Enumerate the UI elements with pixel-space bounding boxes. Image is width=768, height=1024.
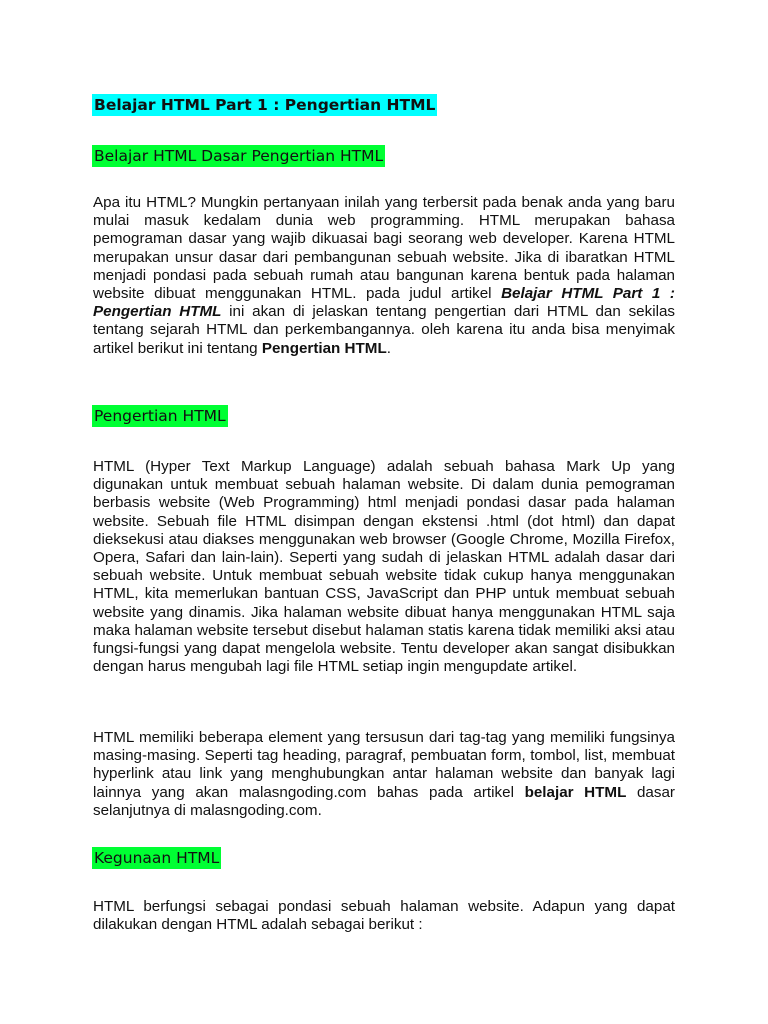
- paragraph-kegunaan: HTML berfungsi sebagai pondasi sebuah halaman website. Adapun yang dapat dilakukan dengan HTML adalah sebagai berikut :: [93, 898, 675, 934]
- paragraph-element-text-2: dasar selanjutnya di malasngoding.com.: [93, 783, 675, 819]
- document-title: Belajar HTML Part 1 : Pengertian HTML: [94, 96, 436, 114]
- paragraph-pengertian: HTML (Hyper Text Markup Language) adalah sebuah bahasa Mark Up yang digunakan untuk membuat sebuah halaman website. Di dalam dunia pemograman berbasis website (Web Programming) html menjadi pondasi dasar pada halaman website. Sebuah file HTML disimpan dengan ekstensi .html (dot html) dan dapat dieksekusi atau diakses menggunakan web browser (Google Chrome, Mozilla Firefox, Opera, Safari dan lain-lain). Seperti yang sudah di jelaskan HTML adalah dasar dari sebuah website. Untuk membuat sebuah website tidak cukup hanya menggunakan HTML, kita memerlukan bantuan CSS, JavaScript dan PHP untuk membuat sebuah website yang dinamis. Jika halaman website dibuat hanya menggunakan HTML saja maka halaman website tersebut disebut halaman statis karena tidak memiliki aksi atau fungsi-fungsi yang dapat mengelola website. Tentu developer akan sangat disibukkan dengan harus mengubah lagi file HTML setiap ingin mengupdate artikel.: [93, 458, 675, 676]
- paragraph-intro-text-2: ini akan di jelaskan tentang pengertian dari HTML dan sekilas tentang sejarah HTML dan perkembangannya. oleh karena itu anda bisa menyimak artikel berikut ini tentang: [93, 303, 675, 357]
- section-heading-dasar: Belajar HTML Dasar Pengertian HTML: [94, 147, 384, 165]
- section-heading-pengertian: Pengertian HTML: [94, 407, 226, 425]
- paragraph-intro-text-3: .: [386, 339, 391, 357]
- article-title-emphasis: Belajar HTML Part 1 : Pengertian HTML: [93, 285, 675, 321]
- paragraph-element: [93, 729, 675, 820]
- section-heading-kegunaan: Kegunaan HTML: [94, 849, 220, 867]
- belajar-html-bold: belajar HTML: [524, 783, 627, 801]
- paragraph-element-text-1: HTML memiliki beberapa element yang tersusun dari tag-tag yang memiliki fungsinya masing-masing. Seperti tag heading, paragraf, pembuatan form, tombol, list, membuat hyperlink atau link yang menghubungkan antar halaman website dan banyak lagi lainnya yang akan malasngoding.com bahas pada artikel: [93, 729, 675, 801]
- pengertian-html-bold: Pengertian HTML: [261, 339, 387, 357]
- paragraph-intro-text-1: Apa itu HTML? Mungkin pertanyaan inilah yang terbersit pada benak anda yang baru mulai masuk kedalam dunia web programming. HTML merupakan bahasa pemograman dasar yang wajib dikuasai bagi seorang web developer. Karena HTML merupakan unsur dasar dari pembangunan sebuah website. Jika di ibaratkan HTML menjadi pondasi pada sebuah rumah atau bangunan karena bentuk pada halaman website dibuat menggunakan HTML. pada judul artikel: [93, 194, 675, 303]
- paragraph-intro: [93, 194, 675, 358]
